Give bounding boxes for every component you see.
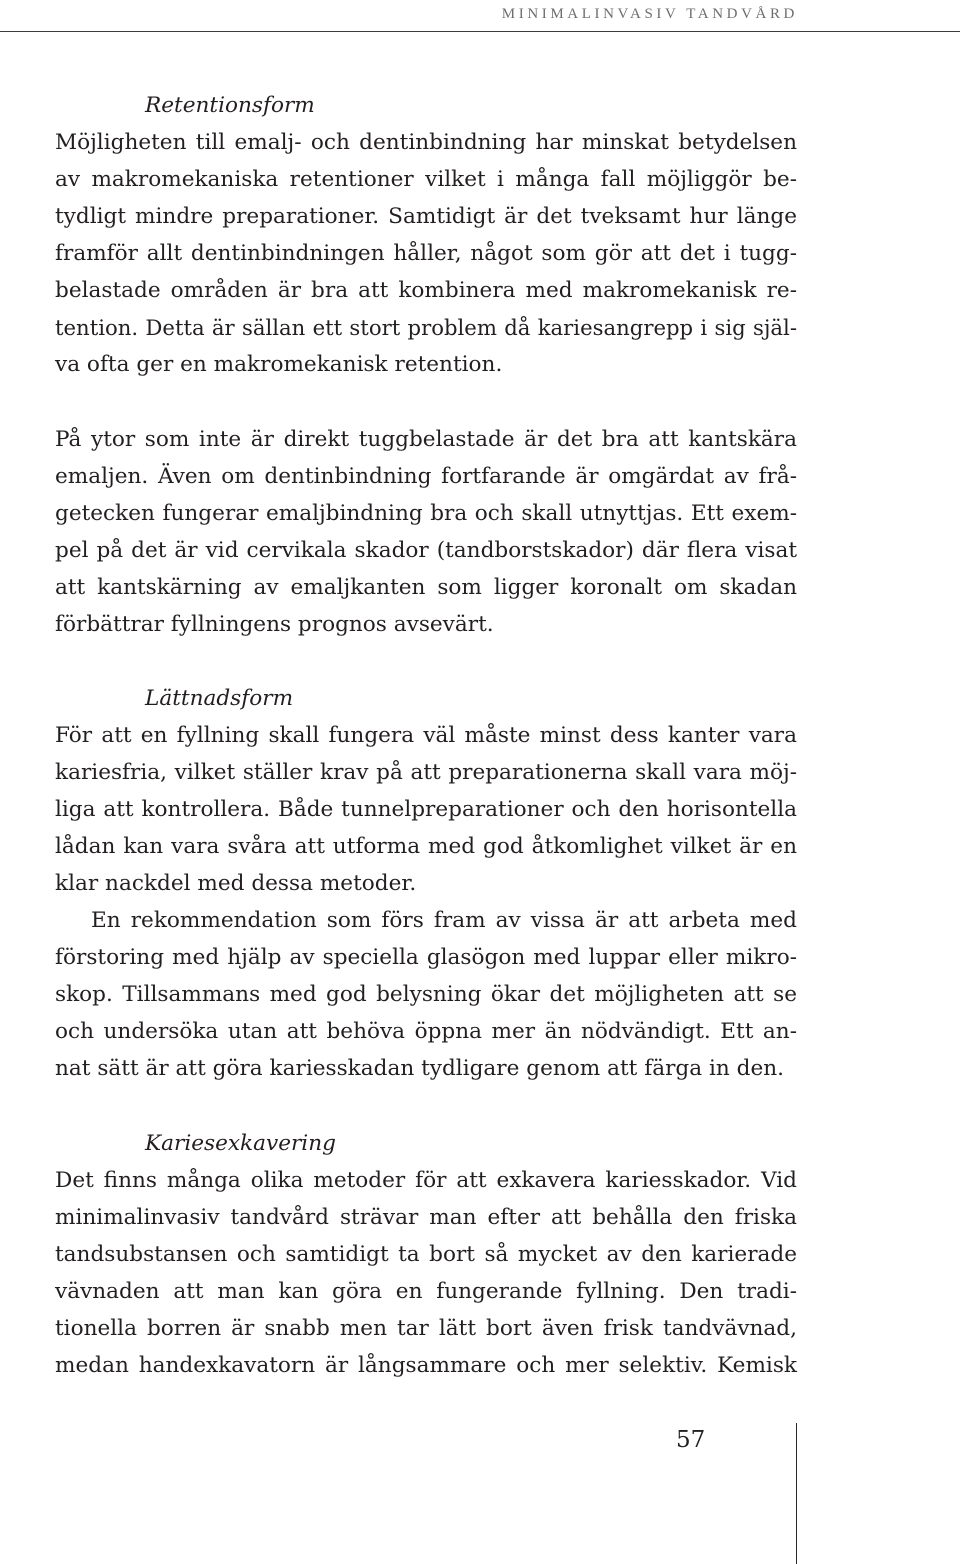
- text-line: På ytor som inte är direkt tuggbelastade är det bra att kantskära: [55, 427, 797, 452]
- text-line: va ofta ger en makromekanisk retention.: [55, 352, 503, 377]
- paragraph: [55, 1162, 797, 1384]
- paragraph-kantskarning: [55, 421, 797, 643]
- text-line: att kantskärning av emaljkanten som ligger koronalt om skadan: [55, 575, 797, 600]
- header-rule: [0, 31, 960, 32]
- text-line: Det finns många olika metoder för att exkavera kariesskador. Vid: [55, 1168, 797, 1193]
- text-line: lådan kan vara svåra att utforma med god åtkomlighet vilket är en: [55, 834, 797, 859]
- text-line: skop. Tillsammans med god belysning ökar det möjligheten att se: [55, 982, 797, 1007]
- section-lattnadsform: [55, 680, 797, 1087]
- text-line: medan handexkavatorn är långsammare och mer selektiv. Kemisk: [55, 1353, 797, 1378]
- text-line: tention. Detta är sällan ett stort problem då kariesangrepp i sig själ-: [55, 315, 797, 340]
- text-line: av makromekaniska retentioner vilket i många fall möjliggör be-: [55, 167, 797, 192]
- text-line: framför allt dentinbindningen håller, något som gör att det i tugg-: [55, 241, 797, 266]
- text-line: kariesfria, vilket ställer krav på att preparationerna skall vara möj-: [55, 760, 797, 785]
- text-line: förbättrar fyllningens prognos avsevärt.: [55, 612, 494, 637]
- text-line: och undersöka utan att behöva öppna mer än nödvändigt. Ett an-: [55, 1019, 797, 1044]
- section-retentionsform: [55, 87, 797, 383]
- text-line: tandsubstansen och samtidigt ta bort så mycket av den karierade: [55, 1242, 797, 1267]
- text-line: förstoring med hjälp av speciella glasögon med luppar eller mikro-: [55, 945, 797, 970]
- text-line: liga att kontrollera. Både tunnelpreparationer och den horisontella: [55, 797, 797, 822]
- running-title: MINIMALINVASIV TANDVÅRD: [501, 6, 798, 22]
- paragraph: [55, 124, 797, 383]
- text-line: tydligt mindre preparationer. Samtidigt är det tveksamt hur länge: [55, 204, 797, 229]
- paragraph: [55, 902, 797, 1087]
- text-line: nat sätt är att göra kariesskadan tydligare genom att färga in den.: [55, 1056, 785, 1081]
- text-line: vävnaden att man kan göra en fungerande fyllning. Den tradi-: [55, 1279, 797, 1304]
- text-line: pel på det är vid cervikala skador (tandborstskador) där flera visat: [55, 538, 797, 563]
- text-line: getecken fungerar emaljbindning bra och skall utnyttjas. Ett exem-: [55, 501, 797, 526]
- text-line: minimalinvasiv tandvård strävar man efter att behålla den friska: [55, 1205, 797, 1230]
- section-heading: Lättnadsform: [145, 686, 294, 711]
- text-line: klar nackdel med dessa metoder.: [55, 871, 417, 896]
- text-line: En rekommendation som förs fram av vissa är att arbeta med: [91, 908, 797, 933]
- text-line: belastade områden är bra att kombinera med makromekanisk re-: [55, 278, 797, 303]
- text-line: För att en fyllning skall fungera väl måste minst dess kanter vara: [55, 723, 797, 748]
- paragraph: [55, 717, 797, 902]
- section-heading: Kariesexkavering: [145, 1131, 336, 1156]
- text-line: tionella borren är snabb men tar lätt bort även frisk tandvävnad,: [55, 1316, 797, 1341]
- text-line: emaljen. Även om dentinbindning fortfarande är omgärdat av frå-: [55, 464, 797, 489]
- section-heading: Retentionsform: [145, 93, 315, 118]
- section-kariesexkavering: [55, 1125, 797, 1384]
- text-line: Möjligheten till emalj- och dentinbindning har minskat betydelsen: [55, 130, 797, 155]
- page-edge-rule: [796, 1423, 797, 1564]
- page-number: 57: [676, 1427, 706, 1453]
